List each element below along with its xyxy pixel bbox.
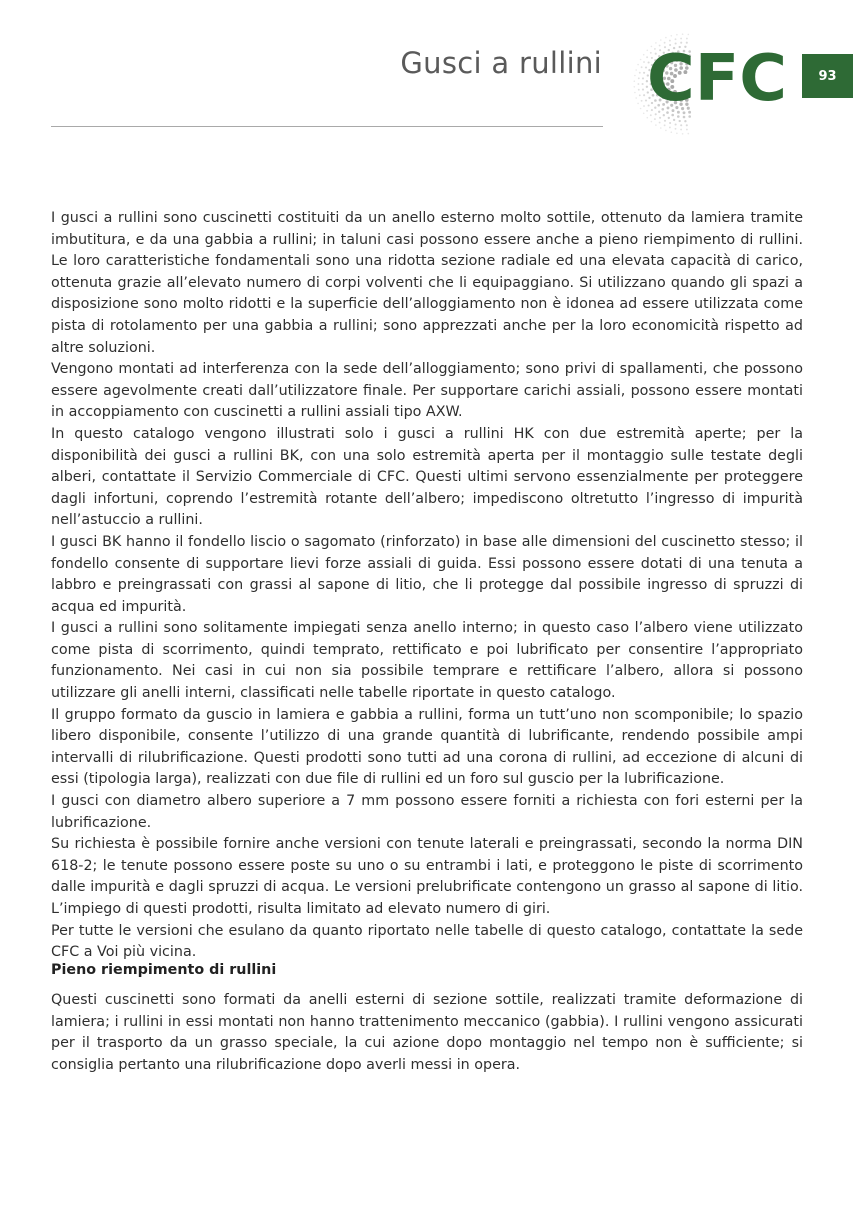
section-body-text <box>51 990 803 1076</box>
paragraph: Per tutte le versioni che esulano da quanto riportato nelle tabelle di questo catalogo, contattate la sede CFC a Voi più vicina. <box>51 922 803 961</box>
halftone-dot <box>673 119 675 121</box>
halftone-dot <box>668 117 670 119</box>
halftone-dot <box>640 59 642 61</box>
halftone-dot <box>666 111 669 114</box>
header-divider <box>51 126 603 127</box>
halftone-dot <box>669 40 671 42</box>
halftone-dot <box>633 86 635 88</box>
paragraph: I gusci BK hanno il fondello liscio o sagomato (rinforzato) in base alle dimensioni del cuscinetto stesso; il fondello consente di supportare lievi forze assiali di guida. Essi possono essere dotati di una tenuta a labbro e preingrassati con grassi al sapone di litio, che li protegge dal possibile ingresso di spruzzi di acqua ed impurità. <box>51 533 803 615</box>
halftone-dot <box>637 103 639 105</box>
halftone-dot <box>681 107 684 110</box>
halftone-dot <box>660 127 662 129</box>
halftone-dot <box>661 108 664 111</box>
halftone-dot <box>659 122 661 124</box>
halftone-dot <box>683 116 686 119</box>
halftone-dot <box>675 38 677 40</box>
halftone-dot <box>640 108 642 110</box>
halftone-dot <box>675 128 677 130</box>
halftone-dot <box>683 111 686 114</box>
halftone-dot <box>687 133 689 135</box>
logo-text: CFC <box>647 46 787 106</box>
halftone-dot <box>680 124 682 126</box>
halftone-dot <box>675 42 677 44</box>
halftone-dot <box>675 106 678 109</box>
halftone-dot <box>686 124 688 126</box>
page-number-tab <box>802 54 853 98</box>
halftone-dot <box>637 64 639 66</box>
halftone-dot <box>646 110 648 112</box>
halftone-dot <box>658 111 660 113</box>
paragraph: Questi cuscinetti sono formati da anelli esterni di sezione sottile, realizzati tramite deformazione di lamiera; i rullini in essi montati non hanno trattenimento meccanico (gabbia). I rullini vengono assicurati per il trasporto da un grasso speciale, la cui azione dopo montaggio nel tempo non è sufficiente; si consiglia pertanto una rilubrificazione dopo averli messi in opera. <box>51 992 803 1073</box>
halftone-dot <box>682 133 684 135</box>
halftone-dot <box>643 112 645 114</box>
section-heading: Pieno riempimento di rullini <box>51 962 277 978</box>
halftone-dot <box>670 35 672 37</box>
paragraph: I gusci a rullini sono cuscinetti costituiti da un anello esterno molto sottile, ottenuto da lamiera tramite imbutitura, e da una gabbia a rullini; in taluni casi possono essere anche a pieno riempimento di rullini. Le loro caratteristiche fondamentali sono una ridotta sezione radiale ed una elevata capacità di carico, ottenuta grazie all’elevato numero di corpi volventi che li equipaggiano. Si utilizzano quando gli spazi a disposizione sono molto ridotti e la superficie dell’alloggiamento non è idonea ad essere utilizzata come pista di rotolamento per una gabbia a rullini; sono apprezzati anche per la loro economicità rispetto ad altre soluzioni. <box>51 210 803 356</box>
halftone-dot <box>642 89 644 91</box>
cfc-logo <box>646 46 788 106</box>
halftone-dot <box>682 33 684 35</box>
halftone-dot <box>687 107 690 110</box>
halftone-dot <box>634 92 636 94</box>
halftone-dot <box>635 97 637 99</box>
halftone-dot <box>643 94 645 96</box>
halftone-dot <box>633 80 635 82</box>
halftone-dot <box>687 34 689 36</box>
halftone-dot <box>646 117 648 119</box>
halftone-dot <box>676 132 678 134</box>
halftone-dot <box>643 105 645 107</box>
halftone-dot <box>664 120 666 122</box>
halftone-dot <box>672 109 675 112</box>
halftone-dot <box>638 77 640 79</box>
halftone-dot <box>665 130 667 132</box>
halftone-dot <box>665 37 667 39</box>
halftone-dot <box>686 129 688 131</box>
halftone-dot <box>643 72 645 74</box>
halftone-dot <box>688 111 691 114</box>
halftone-dot <box>663 114 665 116</box>
halftone-dot <box>664 42 666 44</box>
halftone-dot <box>671 114 674 117</box>
page-number: 93 <box>818 68 837 84</box>
halftone-dot <box>635 69 637 71</box>
halftone-dot <box>686 42 688 44</box>
halftone-dot <box>641 66 643 68</box>
halftone-dot <box>655 124 657 126</box>
halftone-dot <box>676 34 678 36</box>
halftone-dot <box>679 120 681 122</box>
halftone-dot <box>680 129 682 131</box>
paragraph: I gusci con diametro albero superiore a 7 mm possono essere forniti a richiesta con fori esterni per la lubrificazione. <box>51 793 803 831</box>
paragraph: I gusci a rullini sono solitamente impiegati senza anello interno; in questo caso l’albero viene utilizzato come pista di scorrimento, quindi temprato, rettificato e poi lubrificato per consentire l’appropriato funzionamento. Nei casi in cui non sia possibile temprare e rettificare l’albero, allora si possono utilizzare gli anelli interni, classificati nelle tabelle riportate in questo catalogo. <box>51 620 803 702</box>
paragraph: In questo catalogo vengono illustrati solo i gusci a rullini HK con due estremità aperte; per la disponibilità dei gusci a rullini BK, con una solo estremità aperta per il montaggio sulle testate degli alberi, contattate il Servizio Commerciale di CFC. Questi ultimi servono essenzialmente per proteggere dagli infortuni, coprendo l’estremità rotante dell’albero; impediscono oltretutto l’ingresso di impurità nell’astuccio a rullini. <box>51 425 803 529</box>
halftone-dot <box>684 120 686 122</box>
halftone-dot <box>642 77 644 79</box>
halftone-dot <box>677 115 680 118</box>
halftone-dot <box>688 115 691 118</box>
halftone-dot <box>669 122 671 124</box>
halftone-dot <box>659 117 661 119</box>
halftone-dot <box>643 61 645 63</box>
halftone-dot <box>654 107 656 109</box>
body-text <box>51 208 803 964</box>
halftone-dot <box>664 124 666 126</box>
halftone-dot <box>651 121 653 123</box>
halftone-dot <box>660 39 662 41</box>
halftone-dot <box>667 106 670 109</box>
halftone-dot <box>643 54 645 56</box>
halftone-dot <box>650 114 652 116</box>
halftone-dot <box>655 42 657 44</box>
halftone-dot <box>642 83 644 85</box>
halftone-dot <box>670 131 672 133</box>
halftone-dot <box>686 38 688 40</box>
halftone-dot <box>654 118 656 120</box>
paragraph: Vengono montati ad interferenza con la sede dell’alloggiamento; sono privi di spallamenti, che possono essere agevolmente creati dall’utilizzatore finale. Per supportare carichi assiali, possono essere montati in accoppiamento con cuscinetti a rullini assiali tipo AXW. <box>51 361 803 421</box>
halftone-dot <box>675 123 677 125</box>
halftone-dot <box>655 113 657 115</box>
halftone-dot <box>637 83 639 85</box>
halftone-dot <box>651 109 653 111</box>
halftone-dot <box>639 72 641 74</box>
paragraph: Su richiesta è possibile fornire anche versioni con tenute laterali e preingrassati, secondo la norma DIN 618-2; le tenute possono essere poste su uno o su entrambi i lati, e proteggono le piste di scorrimento dalle impurità e dagli spruzzi di acqua. Le versioni prelubrificate contengono un grasso al sapone di litio. L’impiego di questi prodotti, risulta limitato ad elevato numero di giri. <box>51 836 803 917</box>
halftone-dot <box>634 75 636 77</box>
halftone-dot <box>680 42 682 44</box>
halftone-dot <box>677 111 680 114</box>
page-title: Gusci a rullini <box>400 46 602 80</box>
halftone-dot <box>639 94 641 96</box>
halftone-dot <box>641 100 643 102</box>
paragraph: Il gruppo formato da guscio in lamiera e gabbia a rullini, forma un tutt’uno non scomponibile; lo spazio libero disponibile, consente l’utilizzo di una grande quantità di lubrificante, rendendo possibile ampi intervalli di rilubrificazione. Questi prodotti sono tutti ad una corona di rullini, ad eccezione di alcuni di essi (tipologia larga), realizzati con due file di rullini ed un foro sul guscio per la lubrificazione. <box>51 706 803 788</box>
halftone-dot <box>669 126 671 128</box>
halftone-dot <box>638 89 640 91</box>
halftone-dot <box>680 38 682 40</box>
